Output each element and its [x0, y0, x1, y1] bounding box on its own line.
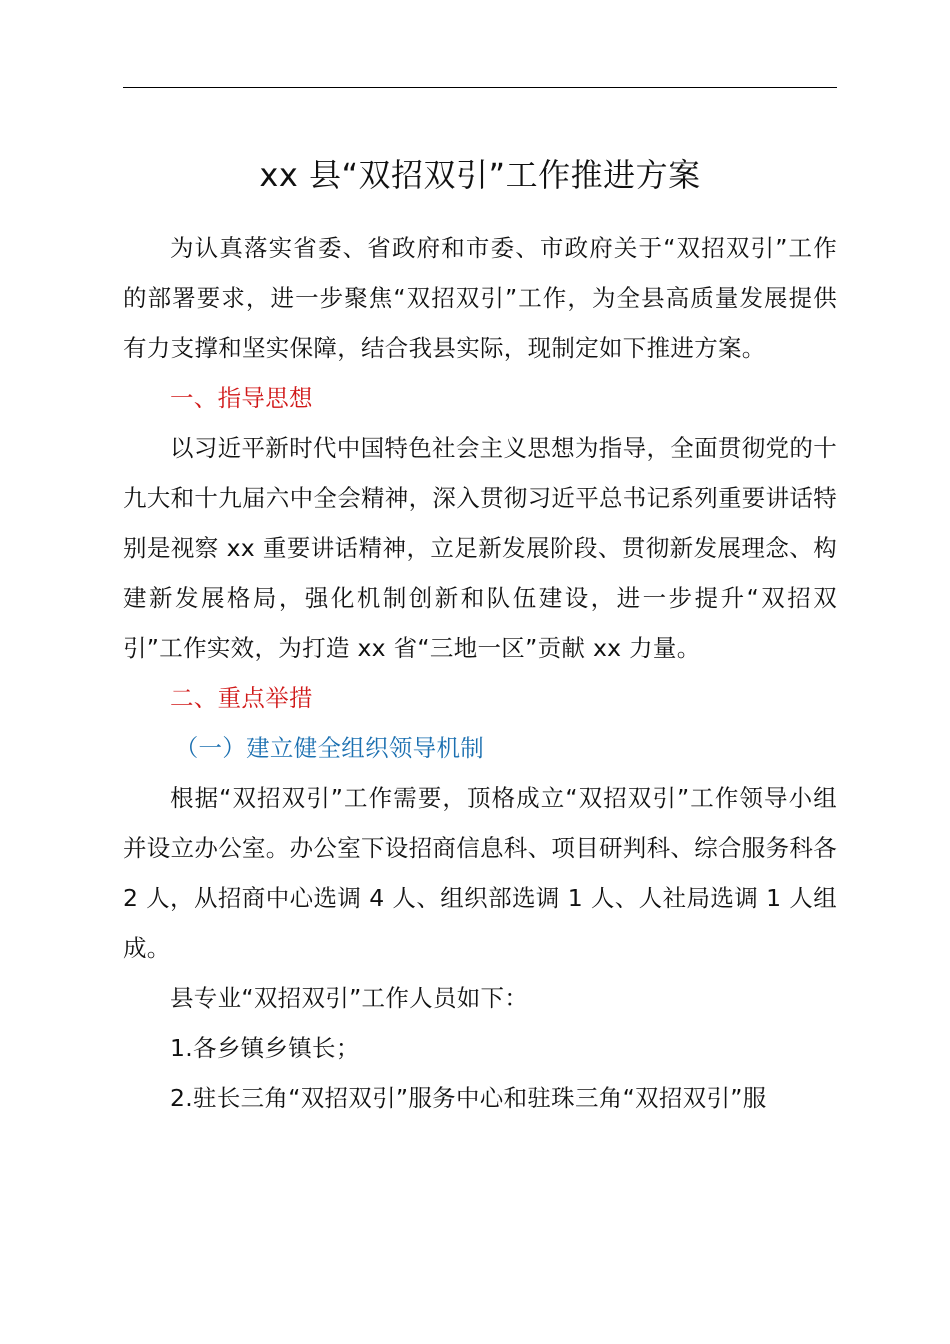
staff-list-intro: 县专业“双招双引”工作人员如下： — [170, 984, 529, 1012]
document-title: xx 县“双招双引”工作推进方案 — [259, 156, 701, 194]
header-rule — [123, 87, 837, 88]
document-body — [123, 223, 837, 1123]
staff-list-item-1: 1.各乡镇乡镇长； — [170, 1034, 360, 1062]
subheading-organization-mechanism: （一）建立健全组织领导机制 — [174, 734, 485, 762]
staff-list-item-2: 2.驻长三角“双招双引”服务中心和驻珠三角“双招双引”服 — [170, 1084, 767, 1112]
organization-paragraph: 根据“双招双引”工作需要，顶格成立“双招双引”工作领导小组并设立办公室。办公室下设招商信息科、项目研判科、综合服务科各 2 人，从招商中心选调 4 人、组织部选调 1 人、人社局选调 1 人组成。 — [123, 784, 837, 962]
section-heading-key-measures: 二、重点举措 — [170, 684, 313, 712]
section-heading-guiding-ideology: 一、指导思想 — [170, 384, 313, 412]
guiding-ideology-paragraph: 以习近平新时代中国特色社会主义思想为指导，全面贯彻党的十九大和十九届六中全会精神，深入贯彻习近平总书记系列重要讲话特别是视察 xx 重要讲话精神，立足新发展阶段、贯彻新发展理念、构建新发展格局，强化机制创新和队伍建设，进一步提升“双招双引”工作实效，为打造 xx 省“三地一区”贡献 xx 力量。 — [123, 434, 837, 662]
intro-paragraph: 为认真落实省委、省政府和市委、市政府关于“双招双引”工作的部署要求，进一步聚焦“双招双引”工作，为全县高质量发展提供有力支撑和坚实保障，结合我县实际，现制定如下推进方案。 — [123, 234, 837, 362]
